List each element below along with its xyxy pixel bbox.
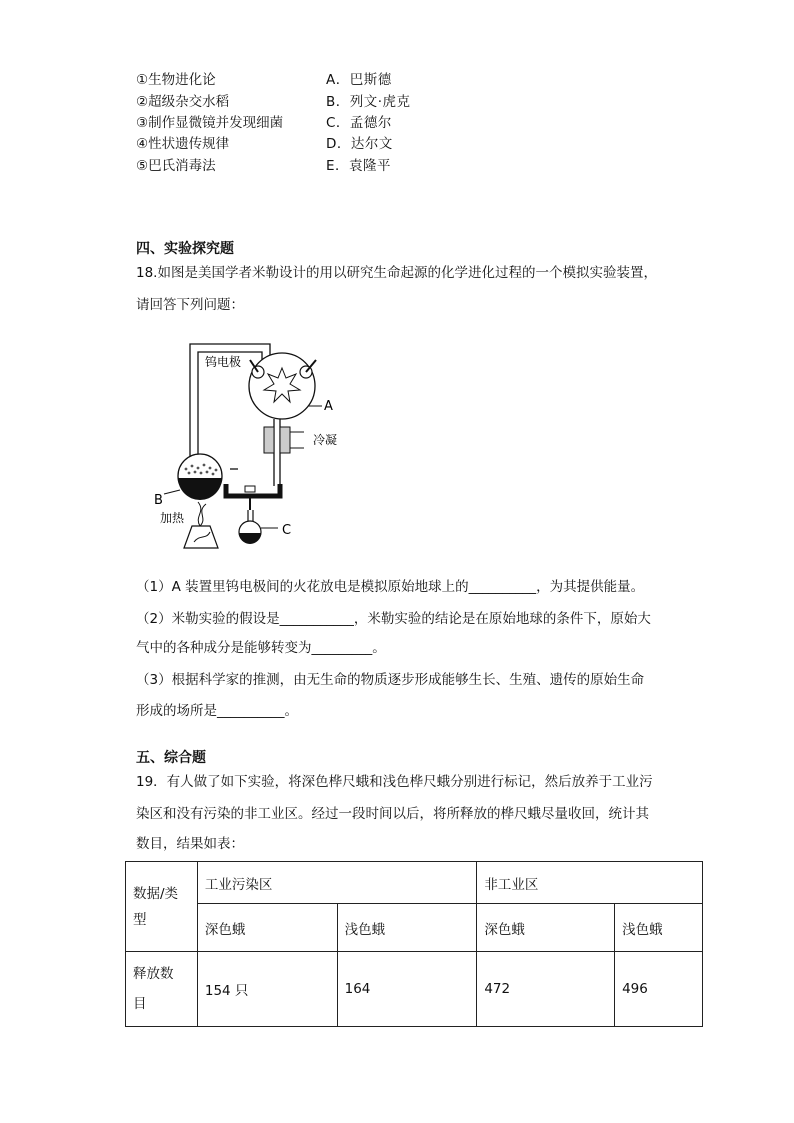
label-c: C: [282, 523, 292, 538]
q18-sub1: （1）A 装置里钨电极间的火花放电是模拟原始地球上的__________，为其提供能量。: [136, 579, 645, 595]
miller-apparatus-figure: [150, 336, 360, 551]
match-item-5: ⑤巴氏消毒法: [136, 158, 216, 174]
table-subheader: 深色蛾: [477, 904, 615, 952]
q18-text-line2: 请回答下列问题：: [136, 297, 244, 313]
label-electrode: 钨电极: [205, 355, 242, 369]
table-group-industrial: 工业污染区: [197, 862, 476, 904]
match-option-b: B．列文·虎克: [326, 94, 411, 110]
table-cell: 496: [615, 952, 703, 1027]
q18-sub2-line2: 气中的各种成分是能够转变为_________。: [136, 640, 386, 656]
table-subheader: 浅色蛾: [337, 904, 477, 952]
table-row-label: 释放数 目: [126, 952, 198, 1027]
q19-text-line3: 数目，结果如表：: [136, 836, 244, 852]
table-cell: 164: [337, 952, 477, 1027]
section4-heading: 四、实验探究题: [136, 241, 234, 257]
match-option-c: C．孟德尔: [326, 115, 392, 131]
table-cell: 472: [477, 952, 615, 1027]
q19-text-line2: 染区和没有污染的非工业区。经过一段时间以后，将所释放的桦尺蛾尽量收回，统计其: [136, 806, 649, 822]
table-group-nonindustrial: 非工业区: [477, 862, 703, 904]
label-heat: 加热: [160, 511, 185, 525]
section5-heading: 五、综合题: [136, 750, 206, 766]
label-a: A: [324, 399, 333, 414]
label-condense: 冷凝: [313, 433, 338, 447]
match-item-4: ④性状遗传规律: [136, 136, 230, 152]
table-subheader: 深色蛾: [197, 904, 337, 952]
match-option-e: E．袁隆平: [326, 158, 392, 174]
table-cell: 154 只: [197, 952, 337, 1027]
label-b: B: [154, 493, 163, 508]
table-subheader: 浅色蛾: [615, 904, 703, 952]
q18-text-line1: 18.如图是美国学者米勒设计的用以研究生命起源的化学进化过程的一个模拟实验装置，: [136, 265, 657, 281]
q19-text-line1: 19．有人做了如下实验，将深色桦尺蛾和浅色桦尺蛾分别进行标记，然后放养于工业污: [136, 774, 653, 790]
q18-sub2-line1: （2）米勒实验的假设是___________，米勒实验的结论是在原始地球的条件下，原始大: [136, 611, 651, 627]
match-item-1: ①生物进化论: [136, 72, 216, 88]
match-option-d: D．达尔文: [326, 136, 393, 152]
table-corner-header: 数据/类 型: [126, 862, 198, 952]
q18-sub3-line2: 形成的场所是__________。: [136, 703, 298, 719]
match-item-2: ②超级杂交水稻: [136, 94, 230, 110]
q18-sub3-line1: （3）根据科学家的推测，由无生命的物质逐步形成能够生长、生殖、遗传的原始生命: [136, 672, 645, 688]
results-table: [125, 861, 703, 1027]
match-item-3: ③制作显微镜并发现细菌: [136, 115, 284, 131]
match-option-a: A．巴斯德: [326, 72, 392, 88]
